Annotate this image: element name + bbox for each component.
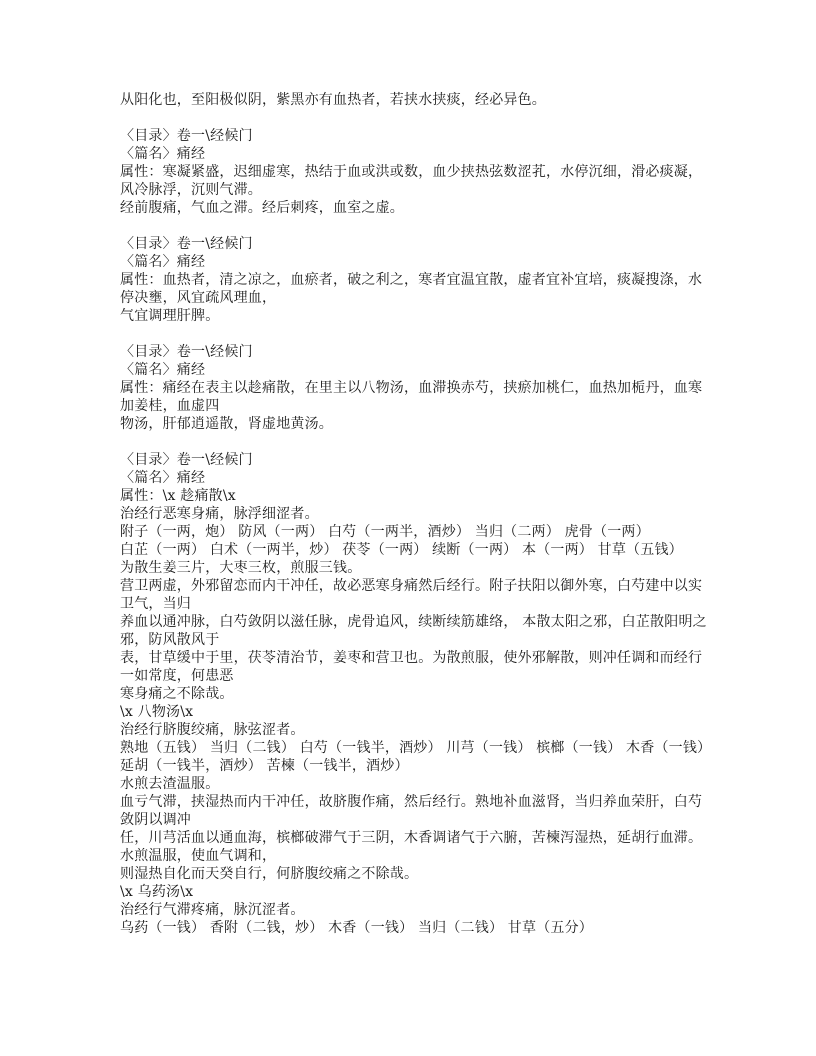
text-line: 营卫两虚，外邪留恋而内干冲任，故必恶寒身痛然后经行。附子扶阳以御外寒，白芍建中以实 (120, 578, 703, 594)
text-line: 血亏气滞，挟湿热而内干冲任，故脐腹作痛，然后经行。熟地补血滋肾，当归养血荣肝，白芍 (120, 794, 703, 810)
text-line: 治经行脐腹绞痛，脉弦涩者。 (120, 722, 305, 738)
text-line: 从阳化也，至阳极似阴，紫黑亦有血热者，若挟水挟痰，经必异色。 (120, 92, 546, 108)
text-line: 治经行气滞疼痛，脉沉涩者。 (120, 902, 305, 918)
text-line: 敛阴以调冲 (120, 812, 191, 828)
text-line: 风冷脉浮，沉则气滞。 (120, 182, 262, 198)
text-line: 一如常度，何患恶 (120, 668, 234, 684)
ingredients-line: 延胡（一钱半，酒炒） 苦楝（一钱半，酒炒） (120, 758, 409, 774)
text-line: 邪，防风散风于 (120, 632, 220, 648)
text-line: 经前腹痛，气血之滞。经后刺疼，血室之虚。 (120, 200, 404, 216)
document-page (120, 91, 712, 937)
blank-line (120, 217, 702, 235)
text-line: 水煎温服，使血气调和， (120, 848, 277, 864)
text-line: 卫气，当归 (120, 596, 191, 612)
chapter-heading: 〈篇名〉痛经 (120, 254, 206, 270)
text-line: 属性：血热者，清之凉之，血瘀者，破之利之，寒者宜温宜散，虚者宜补宜培，痰凝搜涤，水 (120, 272, 703, 288)
text-line: 寒身痛之不除哉。 (120, 686, 234, 702)
formula-title: \x 八物汤\x (120, 704, 194, 720)
ingredients-line: 乌药（一钱） 香附（二钱，炒） 木香（一钱） 当归（二钱） 甘草（五分） (120, 920, 593, 936)
text-line: 停决壅，风宜疏风理血， (120, 290, 277, 306)
formula-title: \x 乌药汤\x (120, 884, 194, 900)
chapter-heading: 〈篇名〉痛经 (120, 362, 206, 378)
text-line: 属性：寒凝紧盛，迟细虚寒，热结于血或洪或数，血少挟热弦数涩芤，水停沉细，滑必痰凝， (120, 164, 703, 180)
catalog-heading: 〈目录〉卷一\经候门 (120, 128, 253, 144)
text-line: 为散生姜三片，大枣三枚，煎服三钱。 (120, 560, 362, 576)
text-line: 物汤，肝郁逍遥散，肾虚地黄汤。 (120, 416, 333, 432)
blank-line (120, 433, 702, 451)
blank-line (120, 109, 702, 127)
ingredients-line: 熟地（五钱） 当归（二钱） 白芍（一钱半，酒炒） 川芎（一钱） 槟榔（一钱） 木香（一钱） (120, 740, 712, 756)
text-line: 气宜调理肝脾。 (120, 308, 220, 324)
catalog-heading: 〈目录〉卷一\经候门 (120, 452, 253, 468)
text-line: 表，甘草缓中于里，茯苓清治节，姜枣和营卫也。为散煎服，使外邪解散，则冲任调和而经行 (120, 650, 703, 666)
ingredients-line: 附子（一两，炮） 防风（一两） 白芍（一两半，酒炒） 当归（二两） 虎骨（一两） (120, 524, 650, 540)
text-line: 治经行恶寒身痛，脉浮细涩者。 (120, 506, 319, 522)
chapter-heading: 〈篇名〉痛经 (120, 470, 206, 486)
text-line: 养血以通冲脉，白芍敛阴以滋任脉，虎骨追风，续断续筋雄络， 本散太阳之邪，白芷散阳明之 (120, 614, 707, 630)
formula-title: 属性：\x 趁痛散\x (120, 488, 236, 504)
catalog-heading: 〈目录〉卷一\经候门 (120, 236, 253, 252)
chapter-heading: 〈篇名〉痛经 (120, 146, 206, 162)
text-line: 则湿热自化而天癸自行，何脐腹绞痛之不除哉。 (120, 866, 419, 882)
text-line: 任，川芎活血以通血海，槟榔破滞气于三阴，木香调诸气于六腑，苦楝泻湿热，延胡行血滞。 (120, 830, 703, 846)
blank-line (120, 325, 702, 343)
text-line: 属性：痛经在表主以趁痛散，在里主以八物汤，血滞换赤芍，挟瘀加桃仁，血热加栀丹，血寒 (120, 380, 703, 396)
text-line: 加姜桂，血虚四 (120, 398, 220, 414)
catalog-heading: 〈目录〉卷一\经候门 (120, 344, 253, 360)
text-line: 水煎去渣温服。 (120, 776, 220, 792)
ingredients-line: 白芷（一两） 白术（一两半，炒） 茯苓（一两） 续断（一两） 本（一两） 甘草（五钱） (120, 542, 683, 558)
